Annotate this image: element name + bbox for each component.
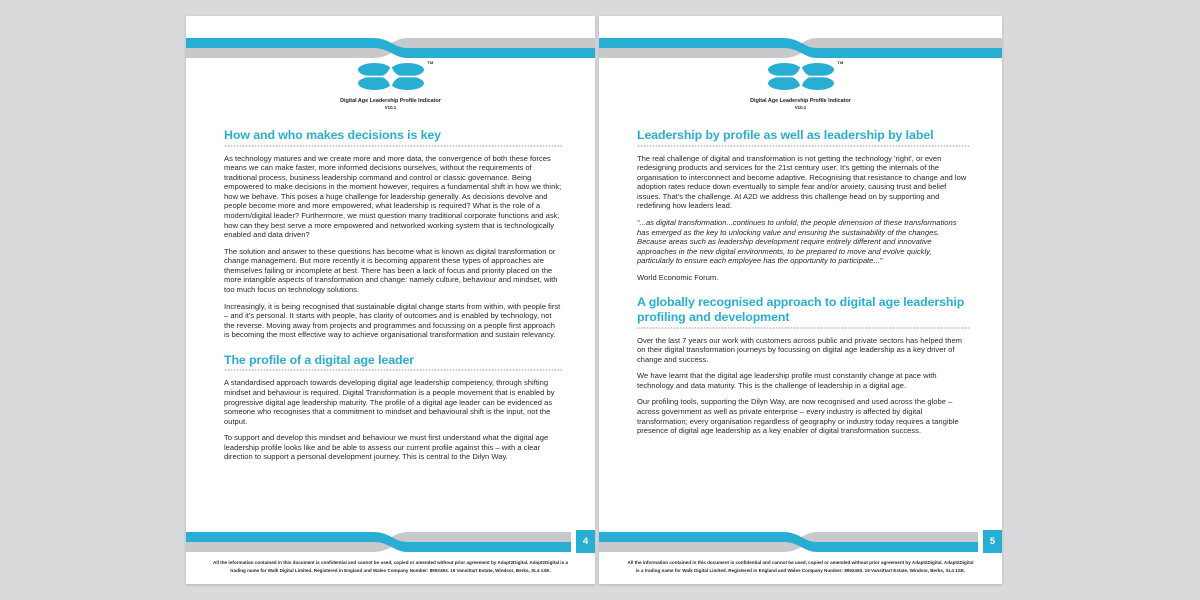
dotted-rule <box>224 145 562 147</box>
logo-title: Digital Age Leadership Profile Indicator <box>340 98 441 104</box>
quote-attribution: World Economic Forum. <box>637 272 719 282</box>
paragraph: As technology matures and we create more and more data, the convergence of both these forces means we can make faster, more informed decisions ourselves, without the requirements of traditional process, business leadership command and control or classic governance. Being empowered to make decisions in the moment however, requires a fundamental shift in how we think; how we behave. This poses a huge challenge for leadership generally. As decisions devolve and people become more and more empowered, what leadership is required? What is the role of a modern/digital leader? Furthermore, we must question many traditional corporate functions and ask, how can they best serve a more empowered and networked working system that is technologically enabled and data driven? <box>224 153 562 240</box>
dotted-rule <box>224 369 562 371</box>
bottom-ribbon <box>599 530 1002 554</box>
section-global-approach <box>637 295 969 435</box>
top-ribbon <box>599 36 1002 60</box>
section-heading: A globally recognised approach to digital age leadership profiling and development <box>637 295 965 324</box>
page-number-badge: 4 <box>576 530 595 553</box>
section-heading: The profile of a digital age leader <box>224 352 414 367</box>
logo-version: V10.1 <box>384 105 397 110</box>
logo-title: Digital Age Leadership Profile Indicator <box>750 98 851 104</box>
bottom-ribbon <box>186 530 595 554</box>
ribbon-swoosh-graphic <box>599 530 978 554</box>
paragraph: We have learnt that the digital age leadership profile must constantly change at pace with technology and data maturity. This is the challenge of leadership in a digital age. <box>637 371 937 390</box>
section-heading: How and who makes decisions is key <box>224 128 441 142</box>
dotted-rule <box>637 145 969 147</box>
paragraph: Our profiling tools, supporting the Dilyn Way, are now recognised and used across the globe – across government as well as private enterprise – every industry is affected by digital transformation; every organisation regardless of geography or industry today requires a tangible presence of digital age leadership as a key enabler of digital transformation success. <box>637 397 959 436</box>
ribbon-swoosh-graphic <box>599 36 1002 60</box>
section-leadership-by-profile <box>637 128 969 282</box>
logo-icon <box>358 60 434 90</box>
paragraph: To support and develop this mindset and behaviour we must first understand what the digital age leadership profile looks like and be able to assess our current profile against this – with a clear direction to support a personal development journey. This is central to the Dilyn Way. <box>224 433 549 462</box>
dotted-rule <box>637 327 969 329</box>
brand-logo-block <box>599 60 1002 110</box>
page-4-content <box>224 128 562 469</box>
pull-quote: “...as digital transformation...continues to unfold, the people dimension of these transformations has emerged as the key to unlocking value and ensuring the sustainability of the changes. Because areas such as leadership development require entirely different and innovative approaches in the new digital environments, to be prepared to move and evolve quickly, particularly to ensure each employee has the opportunity to participate...” <box>637 218 957 266</box>
trademark-symbol: TM <box>837 60 844 65</box>
logo-icon <box>768 60 844 90</box>
paragraph: The solution and answer to these questions has become what is known as digital transformation or change management. But more recently it is becoming apparent these types of approaches are themselves failing or incomplete at best. There has been a lack of focus and priority placed on the more intangible aspects of transformation and change: namely culture, behaviour and mindset, with too much focus on technology solutions. <box>224 246 558 294</box>
section-heading: Leadership by profile as well as leadership by label <box>637 128 934 142</box>
paragraph: A standardised approach towards developing digital age leadership competency, through shifting mindset and behaviour is required. Digital Transformation is a people movement that is enabled by progressive digital age leadership maturity. The profile of a digital age leader can be evidenced as someone who recognises that a commitment to mindset and behavioural shift is the input, not the output. <box>224 378 555 426</box>
document-page-5 <box>599 16 1002 584</box>
page-number-badge: 5 <box>983 530 1002 553</box>
section-profile <box>224 353 562 462</box>
logo-version: V10.1 <box>794 105 807 110</box>
paragraph: Over the last 7 years our work with customers across public and private sectors has helped them on their digital transformation journeys by focussing on digital age leadership as a key driver of change and success. <box>637 335 962 364</box>
confidentiality-footer: All the information contained in this document is confidential and cannot be used, copied or amended without prior agreement by Adapt2Digital. Adapt2Digital is a trading name for Walk Digital Limited. Registered in England and Wales Company Number: 8992493. 19 Vansittart Estate, Windsor, Berks, SL4 1SE. <box>627 560 974 573</box>
top-ribbon <box>186 36 595 60</box>
trademark-symbol: TM <box>427 60 434 65</box>
document-page-4 <box>186 16 595 584</box>
page-5-content <box>637 128 969 443</box>
ribbon-swoosh-graphic <box>186 36 595 60</box>
paragraph: Increasingly, it is being recognised that sustainable digital change starts from within, with people first – and it's personal. It starts with people, has clarity of outcomes and is enabled by technology, not the reverse. Moving away from projects and programmes and focussing on a people first approach is becoming the most effective way to achieve organisational transformation and sustain relevancy. <box>224 301 561 340</box>
ribbon-swoosh-graphic <box>186 530 571 554</box>
section-decisions <box>224 128 562 340</box>
paragraph: The real challenge of digital and transformation is not getting the technology 'right', or even redesigning products and services for the 21st century user. It's getting the internals of the organisation to interconnect and become adaptive. Recognising that resistance to change and low adoption rates reduce down eventually to simple fear and/or anxiety, causing trust and belief issues. That's the challenge. At A2D we address this challenge head on by supporting and redefining how leaders lead. <box>637 153 967 211</box>
brand-logo-block <box>186 60 595 110</box>
confidentiality-footer: All the information contained in this document is confidential and cannot be used, copied or amended without prior agreement by Adapt2Digital. Adapt2Digital is a trading name for Walk Digital Limited. Registered in England and Wales Company Number: 8992493. 19 Vansittart Estate, Windsor, Berks, SL4 1SE. <box>213 560 568 573</box>
